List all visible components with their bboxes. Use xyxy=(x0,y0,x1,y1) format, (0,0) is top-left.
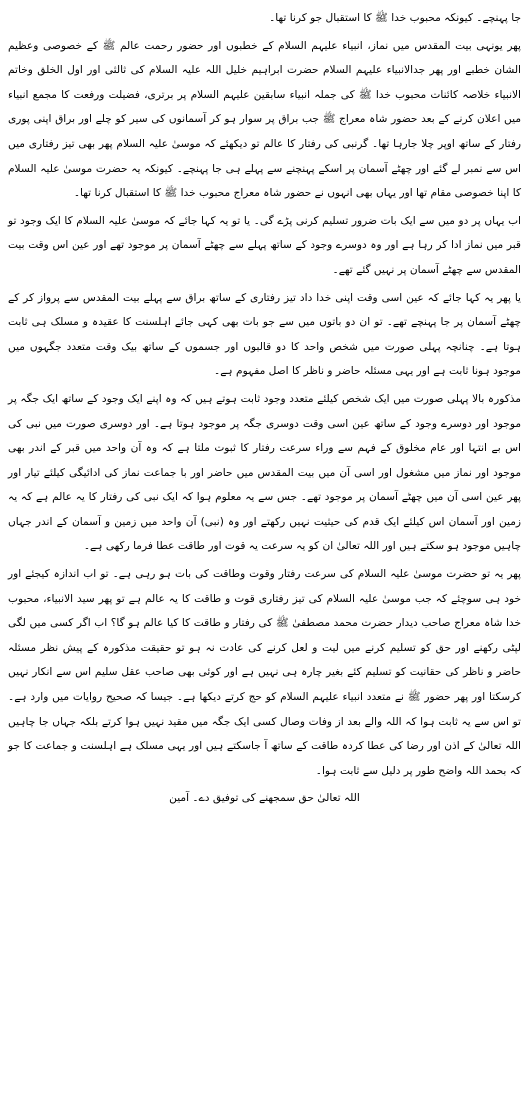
paragraph-4: یا پھر یہ کہا جائے کہ عین اسی وقت اپنی خدا داد تیز رفتاری کے ساتھ براق سے پہلے بیت المقدس سے پرواز کر کے چھٹے آسمان پر جا پہنچے تھے۔ تو ان دو باتوں میں سے جو بات بھی کہی جائے اہلسنت کا عقیدہ و مسلک ہی ثابت ہوتا ہے۔ چنانچہ پہلی صورت میں شخص واحد کا دو قالبوں اور جسموں کے ساتھ بیک وقت متعدد جگہوں میں موجود ہونا ثابت ہے اور یہی مسئلہ حاضر و ناظر کا اصل مفہوم ہے۔ xyxy=(8,291,521,378)
paragraph-2: پھر یونہی بیت المقدس میں نماز، انبیاء علیہم السلام کے خطبوں اور حضور رحمت عالم ﷺ کے خصوصی وعظیم الشان خطبے اور پھر جدالانبیاء علیہم السلام حضرت ابراہیم خلیل اللہ علیہ السلام کی ثالثی اور اول الخلق وخاتم الانبیاء خلاصہ کائنات محبوب خدا ﷺ کی جملہ انبیاء سابقین علیہم السلام پر برتری، فضیلت ورفعت کا مجمع انبیاء میں اعلان کرنے کے بعد حضور شاہ معراج ﷺ جب براق پر سوار ہو کر آسمانوں کی سیر کو چلے اور براق اپنی پوری رفتار کے ساتھ اوپر چلا جارہا تھا۔ گرنبی کی رفتار کا عالم تو دیکھئے کہ موسیٰ علیہ السلام پھر بھی تیز رفتاری میں اس سے نمبر لے گئے اور چھٹے آسمان پر اسکے پہنچنے سے پہلے ہی جا پہنچے۔ کیونکہ یہ حضرت موسیٰ علیہ السلام کا اپنا خصوصی مقام تھا اور یہاں بھی انہوں نے حضور شاہ معراج محبوب خدا ﷺ کا استقبال کرنا تھا۔ xyxy=(8,39,521,200)
paragraph-6: پھر یہ تو حضرت موسیٰ علیہ السلام کی سرعت رفتار وقوت وطاقت کی بات ہو رہی ہے۔ تو اب اندازہ کیجئے اور خود ہی سوچئے کہ جب موسیٰ علیہ السلام کی تیز رفتاری قوت و طاقت کا یہ عالم ہے تو پھر سید الانبیاء، محبوب خدا شاہ معراج صاحب دیدار حضرت محمد مصطفیٰ ﷺ کی رفتار و طاقت کا کیا عالم ہو گا؟ اب اگر کسی میں لگی لپٹی رکھنے اور حق کو تسلیم کرنے میں لیت و لعل کرنے کی عادت نہ ہو تو حقیقت مذکورہ کے پیش نظر مسئلہ حاضر و ناظر کی حقانیت کو تسلیم کئے بغیر چارہ ہی نہیں ہے اور کوئی بھی صاحب عقل سلیم اس سے انکار نہیں کرسکتا اور پھر حضور ﷺ نے متعدد انبیاء علیہم السلام کو حج کرتے دیکھا ہے۔ جیسا کہ صحیح روایات میں وارد ہے۔ تو اس سے یہ ثابت ہوا کہ اللہ والے بعد از وفات وصال کسی ایک جگہ میں مقید نہیں ہوا کرتے بلکہ جہاں جا چاہیں اللہ تعالیٰ کے اذن اور رضا کی عطا کردہ طاقت کے ساتھ آ جاسکتے ہیں اور یہی مسلک ہے اہلسنت و جماعت کا جو کہ بحمد اللہ واضح طور پر دلیل سے ثابت ہوا۔ xyxy=(8,568,521,777)
paragraph-5: مذکورہ بالا پہلی صورت میں ایک شخص کیلئے متعدد وجود ثابت ہوتے ہیں کہ وہ اپنے ایک وجود کے ساتھ ایک جگہ پر موجود اور دوسرے وجود کے ساتھ عین اسی وقت دوسری جگہ پر موجود ہوتا ہے۔ اور دوسری صورت میں نبی کی اس بے انتہا اور عام مخلوق کے فہم سے وراء سرعت رفتار کا ثبوت ملتا ہے کہ وہ آن واحد میں قبر کے اندر بھی موجود اور نماز میں مشغول اور اسی آن میں بیت المقدس میں حاضر اور با جماعت نماز کی ادائیگی کیلئے تیار اور پھر عین اسی آن میں چھٹے آسمان پر موجود تھے۔ جس سے یہ معلوم ہوا کہ ایک نبی کی رفتار کا یہ عالم ہے کہ یہ زمین اور آسمان اس کیلئے ایک قدم کی حیثیت نہیں رکھتے اور وہ (نبی) آن واحد میں زمین و آسمان کے اندر جہاں چاہیں موجود ہو سکتے ہیں اور اللہ تعالیٰ ان کو یہ سرعت یہ قوت اور طاقت عطا فرما رکھی ہے۔ xyxy=(8,392,521,553)
paragraph-3: اب یہاں پر دو میں سے ایک بات ضرور تسلیم کرنی پڑے گی۔ یا تو یہ کہا جائے کہ موسیٰ علیہ السلام کا ایک وجود تو قبر میں نماز ادا کر رہا ہے اور وہ دوسرے وجود کے ساتھ پہلے سے چھٹے آسمان پر موجود تھے اور عین اس وقت بیت المقدس سے چھٹے آسمان پر نہیں گئے تھے۔ xyxy=(8,214,521,276)
paragraph-1: جا پہنچے۔ کیونکہ محبوب خدا ﷺ کا استقبال جو کرنا تھا۔ xyxy=(269,12,521,24)
closing-prayer: اللہ تعالیٰ حق سمجھنے کی توفیق دے۔ آمین xyxy=(169,792,360,805)
